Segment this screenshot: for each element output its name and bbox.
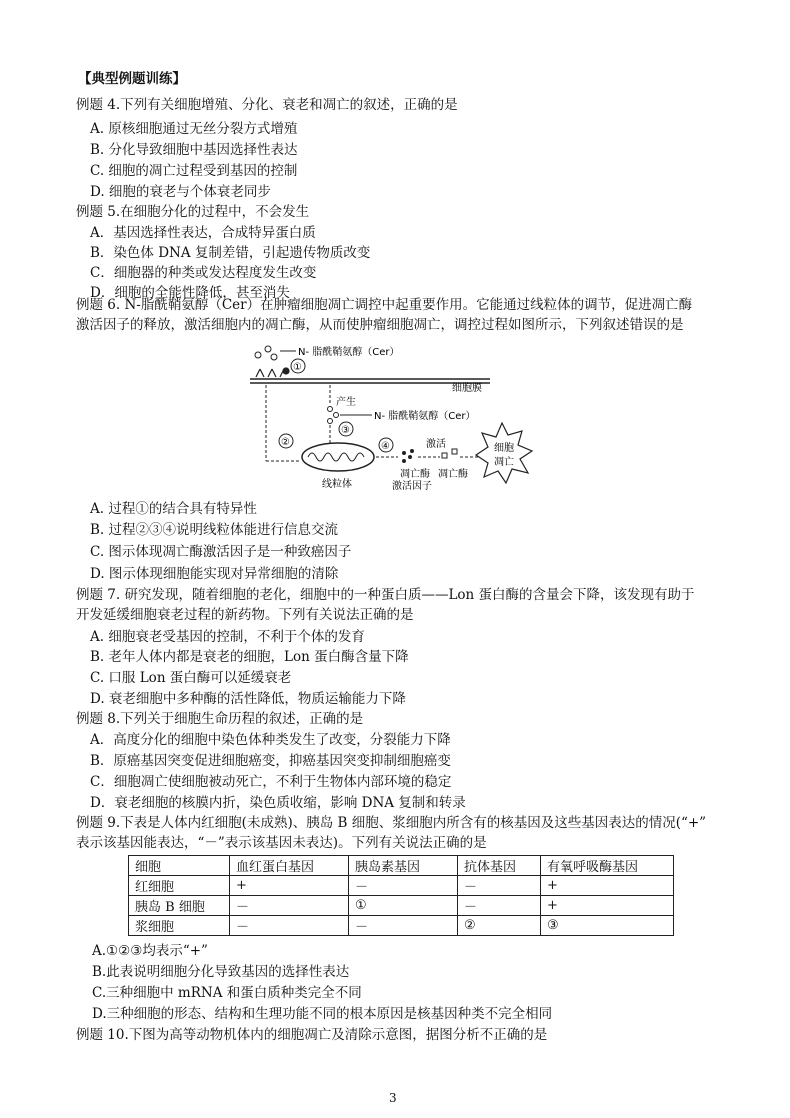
question-9-option-c: C.三种细胞中 mRNA 和蛋白质种类完全不同 bbox=[92, 985, 362, 1001]
mitochondrion-icon bbox=[302, 443, 374, 471]
table-header-cell: 血红蛋白基因 bbox=[230, 856, 349, 876]
apoptase-factor-label-2: 激活因子 bbox=[392, 481, 432, 492]
question-6-option-a: A. 过程①的结合具有特异性 bbox=[90, 501, 257, 517]
question-6-stem-line2: 激活因子的释放，激活细胞内的凋亡酶，从而使肿瘤细胞凋亡，调控过程如图所示，下列叙述错误的是 bbox=[76, 317, 684, 333]
question-8-option-c: C．细胞凋亡使细胞被动死亡，不利于生物体内部环境的稳定 bbox=[90, 774, 452, 790]
question-4-option-a: A. 原核细胞通过无丝分裂方式增殖 bbox=[90, 121, 298, 137]
question-4-option-b: B. 分化导致细胞中基因选择性表达 bbox=[90, 142, 298, 158]
table-cell: + bbox=[230, 876, 349, 896]
question-7-stem-line2: 开发延缓细胞衰老过程的新药物。下列有关说法正确的是 bbox=[76, 607, 414, 623]
question-4-option-c: C. 细胞的凋亡过程受到基因的控制 bbox=[90, 163, 298, 179]
question-8-option-d: D．衰老细胞的核膜内折，染色质收缩，影响 DNA 复制和转录 bbox=[90, 795, 466, 811]
table-cell: － bbox=[458, 896, 541, 916]
table-cell: ① bbox=[349, 896, 458, 916]
table-cell: 胰岛 B 细胞 bbox=[129, 896, 230, 916]
table-cell: 浆细胞 bbox=[129, 916, 230, 936]
question-7-option-c: C. 口服 Lon 蛋白酶可以延缓衰老 bbox=[90, 670, 292, 686]
table-cell: + bbox=[541, 876, 674, 896]
question-6-option-b: B. 过程②③④说明线粒体能进行信息交流 bbox=[90, 522, 339, 538]
table-cell: － bbox=[349, 916, 458, 936]
question-9-stem-line2: 表示该基因能表达，“－”表示该基因未表达)。下列有关说法正确的是 bbox=[76, 835, 487, 851]
cell-death-label-2: 凋亡 bbox=[494, 457, 514, 468]
table-cell: － bbox=[230, 916, 349, 936]
table-cell: ③ bbox=[541, 916, 674, 936]
question-10-stem: 例题 10.下图为高等动物机体内的细胞凋亡及清除示意图，据图分析不正确的是 bbox=[76, 1027, 548, 1043]
question-6-stem-line1: 例题 6. N-脂酰鞘氨醇（Cer）在肿瘤细胞凋亡调控中起重要作用。它能通过线粒体的调节，促进凋亡酶 bbox=[76, 297, 693, 313]
question-5-option-c: C．细胞器的种类或发达程度发生改变 bbox=[90, 265, 317, 281]
table-row bbox=[129, 876, 674, 896]
table-header-cell: 胰岛素基因 bbox=[349, 856, 458, 876]
produce-label: 产生 bbox=[336, 397, 356, 408]
question-9-option-d: D.三种细胞的形态、结构和生理功能不同的根本原因是核基因种类不完全相同 bbox=[92, 1006, 553, 1022]
question-5-option-d: D．细胞的全能性降低，甚至消失 bbox=[90, 285, 290, 301]
table-cell: － bbox=[230, 896, 349, 916]
receptor-icon bbox=[256, 368, 289, 377]
table-cell: ② bbox=[458, 916, 541, 936]
circle-4-label: ④ bbox=[381, 441, 390, 452]
membrane-label: 细胞膜 bbox=[452, 383, 482, 394]
question-6-option-c: C. 图示体现凋亡酶激活因子是一种致癌因子 bbox=[90, 544, 352, 560]
table-cell: － bbox=[349, 876, 458, 896]
mid-cer-label: N- 脂酰鞘氨醇（Cer） bbox=[374, 411, 476, 422]
question-8-option-b: B．原癌基因突变促进细胞癌变，抑癌基因突变抑制细胞癌变 bbox=[90, 753, 451, 769]
page-number: 3 bbox=[389, 1091, 397, 1105]
section-heading: 【典型例题训练】 bbox=[78, 71, 186, 87]
activate-label: 激活 bbox=[426, 439, 446, 450]
question-7-option-b: B. 老年人体内都是衰老的细胞，Lon 蛋白酶含量下降 bbox=[90, 649, 409, 665]
question-6-option-d: D. 图示体现细胞能实现对异常细胞的清除 bbox=[90, 566, 339, 582]
gene-expression-table bbox=[128, 855, 674, 936]
table-cell: － bbox=[458, 876, 541, 896]
mitochondrion-label: 线粒体 bbox=[322, 479, 352, 490]
circle-2-label: ② bbox=[281, 437, 290, 448]
top-cer-label: N- 脂酰鞘氨醇（Cer） bbox=[298, 347, 400, 358]
question-7-option-a: A. 细胞衰老受基因的控制，不利于个体的发育 bbox=[90, 629, 365, 645]
question-5-stem: 例题 5.在细胞分化的过程中，不会发生 bbox=[76, 204, 310, 220]
apoptase-label: 凋亡酶 bbox=[438, 469, 468, 480]
question-5-option-b: B．染色体 DNA 复制差错，引起遗传物质改变 bbox=[90, 245, 371, 261]
table-header-cell: 细胞 bbox=[129, 856, 230, 876]
circle-1-label: ① bbox=[293, 362, 302, 373]
question-4-stem: 例题 4.下列有关细胞增殖、分化、衰老和凋亡的叙述，正确的是 bbox=[76, 97, 458, 113]
question-8-stem: 例题 8.下列关于细胞生命历程的叙述，正确的是 bbox=[76, 711, 364, 727]
table-row bbox=[129, 916, 674, 936]
question-5-option-a: A．基因选择性表达，合成特异蛋白质 bbox=[90, 225, 316, 241]
table-cell: + bbox=[541, 896, 674, 916]
question-9-option-b: B.此表说明细胞分化导致基因的选择性表达 bbox=[92, 964, 350, 980]
table-header-cell: 有氧呼吸酶基因 bbox=[541, 856, 674, 876]
question-8-option-a: A．高度分化的细胞中染色体种类发生了改变，分裂能力下降 bbox=[90, 732, 451, 748]
table-header-row bbox=[129, 856, 674, 876]
cer-apoptosis-diagram bbox=[240, 335, 540, 495]
apoptase-factor-label-1: 凋亡酶 bbox=[400, 469, 430, 480]
question-7-stem-line1: 例题 7. 研究发现，随着细胞的老化，细胞中的一种蛋白质——Lon 蛋白酶的含量会下降，该发现有助于 bbox=[76, 587, 695, 603]
question-9-option-a: A.①②③均表示“+” bbox=[92, 943, 208, 959]
question-4-option-d: D. 细胞的衰老与个体衰老同步 bbox=[90, 184, 271, 200]
question-7-option-d: D. 衰老细胞中多种酶的活性降低，物质运输能力下降 bbox=[90, 691, 406, 707]
circle-3-label: ③ bbox=[341, 425, 350, 436]
cer-molecule-icons bbox=[255, 346, 277, 360]
table-row bbox=[129, 896, 674, 916]
table-cell: 红细胞 bbox=[129, 876, 230, 896]
question-9-stem-line1: 例题 9.下表是人体内红细胞(未成熟)、胰岛 B 细胞、浆细胞内所含有的核基因及这些基因表达的情况(“+” bbox=[76, 815, 707, 831]
table-header-cell: 抗体基因 bbox=[458, 856, 541, 876]
cell-death-label-1: 细胞 bbox=[494, 443, 514, 454]
